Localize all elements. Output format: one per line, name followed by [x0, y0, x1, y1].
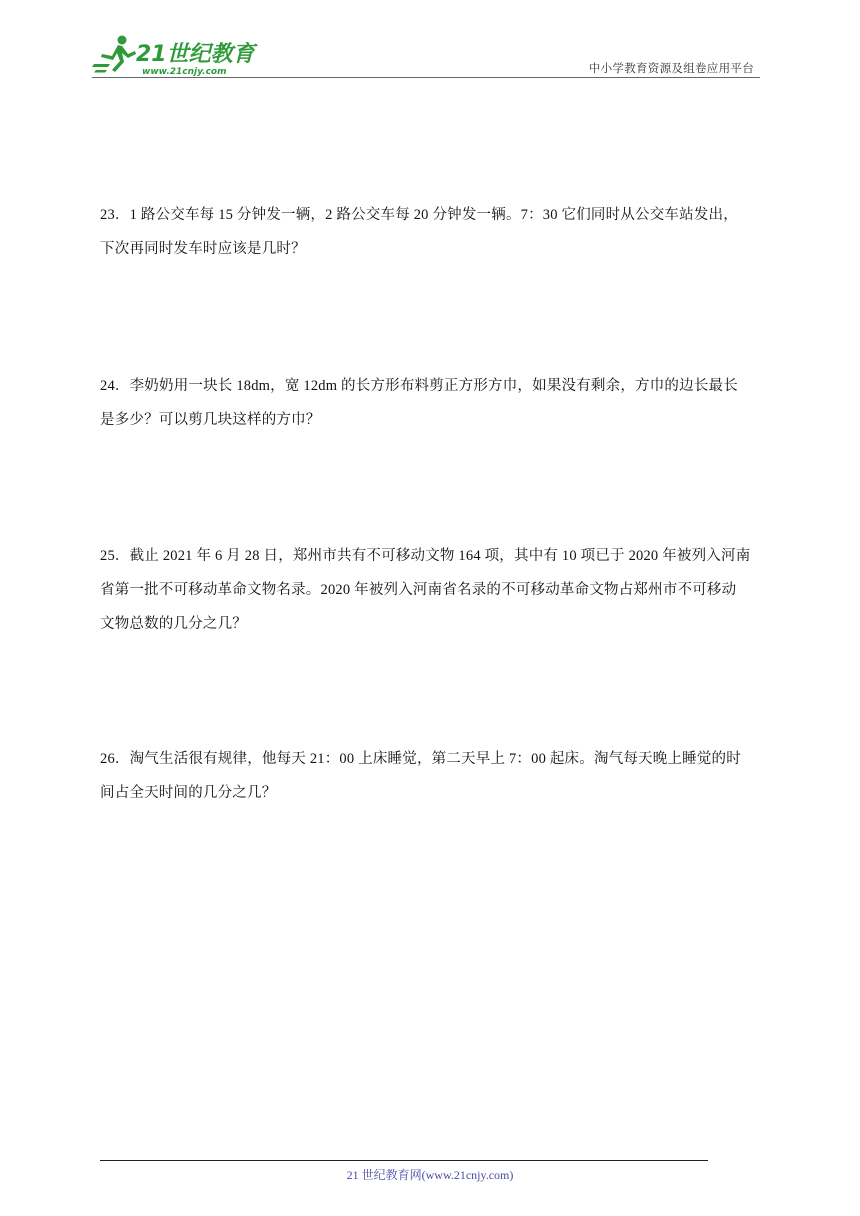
platform-label: 中小学教育资源及组卷应用平台 — [588, 61, 754, 75]
question-line: 23．1 路公交车每 15 分钟发一辆，2 路公交车每 20 分钟发一辆。7：30 它们同时从公交车站发出， — [100, 207, 738, 223]
question-line: 25．截止 2021 年 6 月 28 日，郑州市共有不可移动文物 164 项，其中有 10 项已于 2020 年被列入河南 — [100, 548, 751, 564]
page-header — [92, 30, 760, 78]
question-line: 是多少？可以剪几块这样的方巾？ — [100, 412, 321, 428]
question-line: 间占全天时间的几分之几？ — [100, 785, 277, 801]
header-divider — [92, 77, 760, 78]
footer-divider — [100, 1160, 708, 1161]
question-26 — [100, 742, 760, 810]
logo-url: www.21cnjy.com — [142, 67, 227, 76]
logo — [92, 34, 262, 76]
logo-text: 21世纪教育 — [136, 42, 255, 67]
question-line: 24．李奶奶用一块长 18dm，宽 12dm 的长方形布料剪正方形方巾，如果没有剩余，方巾的边长最长 — [100, 378, 738, 394]
question-line: 下次再同时发车时应该是几时？ — [100, 241, 306, 257]
question-24 — [100, 369, 760, 437]
question-25 — [100, 539, 760, 641]
question-line: 26．淘气生活很有规律，他每天 21：00 上床睡觉，第二天早上 7：00 起床。淘气每天晚上睡觉的时 — [100, 751, 741, 767]
question-line: 省第一批不可移动革命文物名录。2020 年被列入河南省名录的不可移动革命文物占郑州市不可移动 — [100, 582, 737, 598]
question-23 — [100, 198, 760, 266]
runner-icon — [92, 36, 136, 73]
footer-link[interactable]: 21 世纪教育网(www.21cnjy.com) — [346, 1168, 514, 1182]
question-line: 文物总数的几分之几？ — [100, 616, 247, 632]
